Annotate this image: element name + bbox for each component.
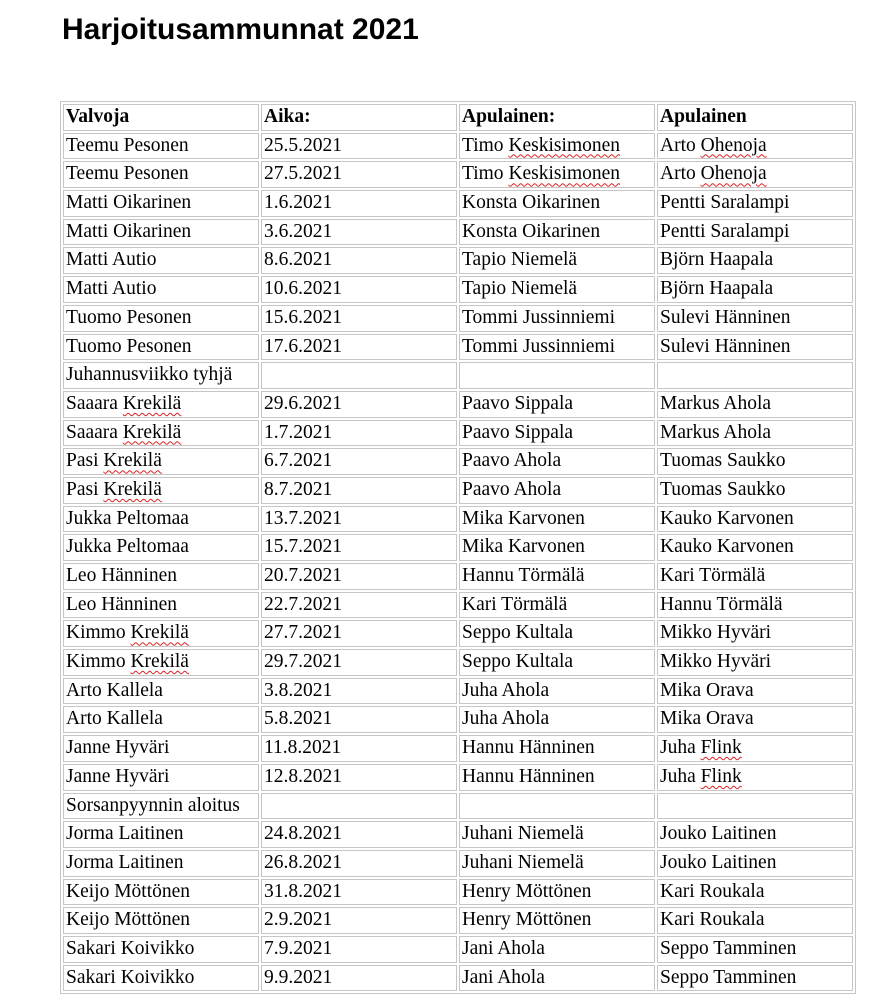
apulainen-1-cell: Hannu Törmälä xyxy=(459,563,655,590)
apulainen-2-cell: Juha Flink xyxy=(657,735,853,762)
valvoja-cell: Teemu Pesonen xyxy=(63,161,259,188)
apulainen-1-cell: Hannu Hänninen xyxy=(459,735,655,762)
table-row xyxy=(63,620,853,647)
aika-cell: 3.6.2021 xyxy=(261,219,457,246)
apulainen-2-cell: Mika Orava xyxy=(657,678,853,705)
valvoja-cell: Kimmo Krekilä xyxy=(63,649,259,676)
table-header-row xyxy=(63,104,853,131)
apulainen-1-cell: Henry Möttönen xyxy=(459,879,655,906)
apulainen-1-cell xyxy=(459,793,655,820)
valvoja-cell: Jorma Laitinen xyxy=(63,821,259,848)
valvoja-cell: Matti Autio xyxy=(63,247,259,274)
aika-cell: 24.8.2021 xyxy=(261,821,457,848)
aika-cell: 3.8.2021 xyxy=(261,678,457,705)
apulainen-2-cell: Sulevi Hänninen xyxy=(657,334,853,361)
valvoja-cell: Jukka Peltomaa xyxy=(63,534,259,561)
valvoja-cell: Saaara Krekilä xyxy=(63,391,259,418)
aika-cell: 25.5.2021 xyxy=(261,133,457,160)
apulainen-2-cell: Mikko Hyväri xyxy=(657,620,853,647)
valvoja-cell: Tuomo Pesonen xyxy=(63,334,259,361)
spellcheck-flagged-word: Krekilä xyxy=(122,392,182,414)
apulainen-2-cell: Seppo Tamminen xyxy=(657,965,853,992)
apulainen-1-cell: Paavo Sippala xyxy=(459,391,655,418)
aika-cell: 15.6.2021 xyxy=(261,305,457,332)
apulainen-1-cell: Timo Keskisimonen xyxy=(459,133,655,160)
valvoja-cell: Pasi Krekilä xyxy=(63,477,259,504)
valvoja-cell: Pasi Krekilä xyxy=(63,448,259,475)
aika-cell: 9.9.2021 xyxy=(261,965,457,992)
table-row xyxy=(63,793,853,820)
apulainen-1-cell: Seppo Kultala xyxy=(459,620,655,647)
aika-cell: 27.5.2021 xyxy=(261,161,457,188)
apulainen-2-cell: Kari Roukala xyxy=(657,879,853,906)
valvoja-cell: Sorsanpyynnin aloitus xyxy=(63,793,259,820)
table-row xyxy=(63,190,853,217)
aika-cell: 17.6.2021 xyxy=(261,334,457,361)
apulainen-1-cell: Tommi Jussinniemi xyxy=(459,334,655,361)
header-valvoja: Valvoja xyxy=(63,104,259,131)
apulainen-2-cell: Tuomas Saukko xyxy=(657,448,853,475)
aika-cell: 13.7.2021 xyxy=(261,506,457,533)
valvoja-cell: Jukka Peltomaa xyxy=(63,506,259,533)
aika-cell: 1.7.2021 xyxy=(261,420,457,447)
apulainen-1-cell xyxy=(459,362,655,389)
apulainen-2-cell: Björn Haapala xyxy=(657,276,853,303)
table-row xyxy=(63,879,853,906)
apulainen-2-cell: Pentti Saralampi xyxy=(657,219,853,246)
apulainen-1-cell: Timo Keskisimonen xyxy=(459,161,655,188)
apulainen-1-cell: Henry Möttönen xyxy=(459,907,655,934)
spellcheck-flagged-word: Krekilä xyxy=(103,478,162,500)
aika-cell: 1.6.2021 xyxy=(261,190,457,217)
apulainen-1-cell: Tapio Niemelä xyxy=(459,247,655,274)
aika-cell: 26.8.2021 xyxy=(261,850,457,877)
aika-cell: 27.7.2021 xyxy=(261,620,457,647)
spellcheck-flagged-word: Keskisimonen xyxy=(508,163,621,185)
apulainen-2-cell xyxy=(657,793,853,820)
apulainen-1-cell: Konsta Oikarinen xyxy=(459,219,655,246)
valvoja-cell: Matti Oikarinen xyxy=(63,219,259,246)
table-row xyxy=(63,362,853,389)
apulainen-2-cell: Kari Roukala xyxy=(657,907,853,934)
valvoja-cell: Keijo Möttönen xyxy=(63,879,259,906)
apulainen-2-cell: Seppo Tamminen xyxy=(657,936,853,963)
apulainen-2-cell: Kauko Karvonen xyxy=(657,506,853,533)
apulainen-2-cell: Pentti Saralampi xyxy=(657,190,853,217)
apulainen-2-cell xyxy=(657,362,853,389)
apulainen-2-cell: Jouko Laitinen xyxy=(657,850,853,877)
valvoja-cell: Matti Oikarinen xyxy=(63,190,259,217)
valvoja-cell: Arto Kallela xyxy=(63,706,259,733)
valvoja-cell: Janne Hyväri xyxy=(63,764,259,791)
apulainen-2-cell: Mikko Hyväri xyxy=(657,649,853,676)
spellcheck-flagged-word: Flink xyxy=(700,765,742,787)
valvoja-cell: Sakari Koivikko xyxy=(63,965,259,992)
spellcheck-flagged-word: Krekilä xyxy=(103,450,162,472)
table-row xyxy=(63,133,853,160)
valvoja-cell: Arto Kallela xyxy=(63,678,259,705)
valvoja-cell: Kimmo Krekilä xyxy=(63,620,259,647)
apulainen-1-cell: Juhani Niemelä xyxy=(459,850,655,877)
apulainen-2-cell: Arto Ohenoja xyxy=(657,161,853,188)
apulainen-2-cell: Jouko Laitinen xyxy=(657,821,853,848)
apulainen-1-cell: Hannu Hänninen xyxy=(459,764,655,791)
spellcheck-flagged-word: Krekilä xyxy=(122,421,182,443)
spellcheck-flagged-word: Flink xyxy=(700,737,742,759)
table-row xyxy=(63,305,853,332)
spellcheck-flagged-word: Ohenoja xyxy=(700,163,767,185)
valvoja-cell: Juhannusviikko tyhjä xyxy=(63,362,259,389)
header-aika: Aika: xyxy=(261,104,457,131)
aika-cell: 15.7.2021 xyxy=(261,534,457,561)
spellcheck-flagged-word: Ohenoja xyxy=(700,134,767,156)
table-row xyxy=(63,219,853,246)
aika-cell: 6.7.2021 xyxy=(261,448,457,475)
apulainen-2-cell: Arto Ohenoja xyxy=(657,133,853,160)
apulainen-1-cell: Kari Törmälä xyxy=(459,592,655,619)
aika-cell: 2.9.2021 xyxy=(261,907,457,934)
spellcheck-flagged-word: Krekilä xyxy=(130,622,189,644)
table-row xyxy=(63,936,853,963)
aika-cell: 12.8.2021 xyxy=(261,764,457,791)
table-row xyxy=(63,821,853,848)
schedule-table xyxy=(60,101,856,994)
table-row xyxy=(63,592,853,619)
aika-cell: 29.7.2021 xyxy=(261,649,457,676)
apulainen-2-cell: Tuomas Saukko xyxy=(657,477,853,504)
valvoja-cell: Leo Hänninen xyxy=(63,563,259,590)
table-row xyxy=(63,907,853,934)
apulainen-2-cell: Markus Ahola xyxy=(657,420,853,447)
aika-cell xyxy=(261,362,457,389)
spellcheck-flagged-word: Krekilä xyxy=(130,651,189,673)
apulainen-1-cell: Juha Ahola xyxy=(459,706,655,733)
apulainen-1-cell: Mika Karvonen xyxy=(459,506,655,533)
apulainen-1-cell: Juhani Niemelä xyxy=(459,821,655,848)
header-apulainen-2: Apulainen xyxy=(657,104,853,131)
valvoja-cell: Matti Autio xyxy=(63,276,259,303)
table-row xyxy=(63,649,853,676)
aika-cell: 20.7.2021 xyxy=(261,563,457,590)
valvoja-cell: Janne Hyväri xyxy=(63,735,259,762)
table-row xyxy=(63,678,853,705)
table-body xyxy=(63,133,853,992)
page-title: Harjoitusammunnat 2021 xyxy=(62,13,419,46)
aika-cell: 10.6.2021 xyxy=(261,276,457,303)
aika-cell xyxy=(261,793,457,820)
apulainen-1-cell: Paavo Ahola xyxy=(459,477,655,504)
aika-cell: 8.6.2021 xyxy=(261,247,457,274)
apulainen-1-cell: Tommi Jussinniemi xyxy=(459,305,655,332)
table-row xyxy=(63,764,853,791)
apulainen-2-cell: Hannu Törmälä xyxy=(657,592,853,619)
apulainen-1-cell: Mika Karvonen xyxy=(459,534,655,561)
table-row xyxy=(63,477,853,504)
apulainen-2-cell: Juha Flink xyxy=(657,764,853,791)
valvoja-cell: Jorma Laitinen xyxy=(63,850,259,877)
apulainen-1-cell: Tapio Niemelä xyxy=(459,276,655,303)
aika-cell: 29.6.2021 xyxy=(261,391,457,418)
table-row xyxy=(63,706,853,733)
valvoja-cell: Keijo Möttönen xyxy=(63,907,259,934)
spellcheck-flagged-word: Keskisimonen xyxy=(508,134,621,156)
table-row xyxy=(63,161,853,188)
valvoja-cell: Tuomo Pesonen xyxy=(63,305,259,332)
apulainen-1-cell: Jani Ahola xyxy=(459,936,655,963)
apulainen-2-cell: Mika Orava xyxy=(657,706,853,733)
apulainen-1-cell: Konsta Oikarinen xyxy=(459,190,655,217)
valvoja-cell: Sakari Koivikko xyxy=(63,936,259,963)
valvoja-cell: Teemu Pesonen xyxy=(63,133,259,160)
table-row xyxy=(63,965,853,992)
apulainen-2-cell: Björn Haapala xyxy=(657,247,853,274)
aika-cell: 22.7.2021 xyxy=(261,592,457,619)
table-row xyxy=(63,850,853,877)
table-row xyxy=(63,334,853,361)
aika-cell: 11.8.2021 xyxy=(261,735,457,762)
apulainen-1-cell: Jani Ahola xyxy=(459,965,655,992)
apulainen-1-cell: Paavo Sippala xyxy=(459,420,655,447)
valvoja-cell: Saaara Krekilä xyxy=(63,420,259,447)
aika-cell: 5.8.2021 xyxy=(261,706,457,733)
apulainen-2-cell: Kauko Karvonen xyxy=(657,534,853,561)
table-row xyxy=(63,448,853,475)
valvoja-cell: Leo Hänninen xyxy=(63,592,259,619)
apulainen-1-cell: Seppo Kultala xyxy=(459,649,655,676)
apulainen-2-cell: Markus Ahola xyxy=(657,391,853,418)
apulainen-2-cell: Kari Törmälä xyxy=(657,563,853,590)
table-row xyxy=(63,391,853,418)
table-row xyxy=(63,276,853,303)
table-row xyxy=(63,534,853,561)
table-row xyxy=(63,247,853,274)
header-apulainen-1: Apulainen: xyxy=(459,104,655,131)
aika-cell: 31.8.2021 xyxy=(261,879,457,906)
table-row xyxy=(63,735,853,762)
apulainen-2-cell: Sulevi Hänninen xyxy=(657,305,853,332)
table-row xyxy=(63,506,853,533)
apulainen-1-cell: Juha Ahola xyxy=(459,678,655,705)
aika-cell: 8.7.2021 xyxy=(261,477,457,504)
aika-cell: 7.9.2021 xyxy=(261,936,457,963)
table-row xyxy=(63,563,853,590)
table-row xyxy=(63,420,853,447)
apulainen-1-cell: Paavo Ahola xyxy=(459,448,655,475)
